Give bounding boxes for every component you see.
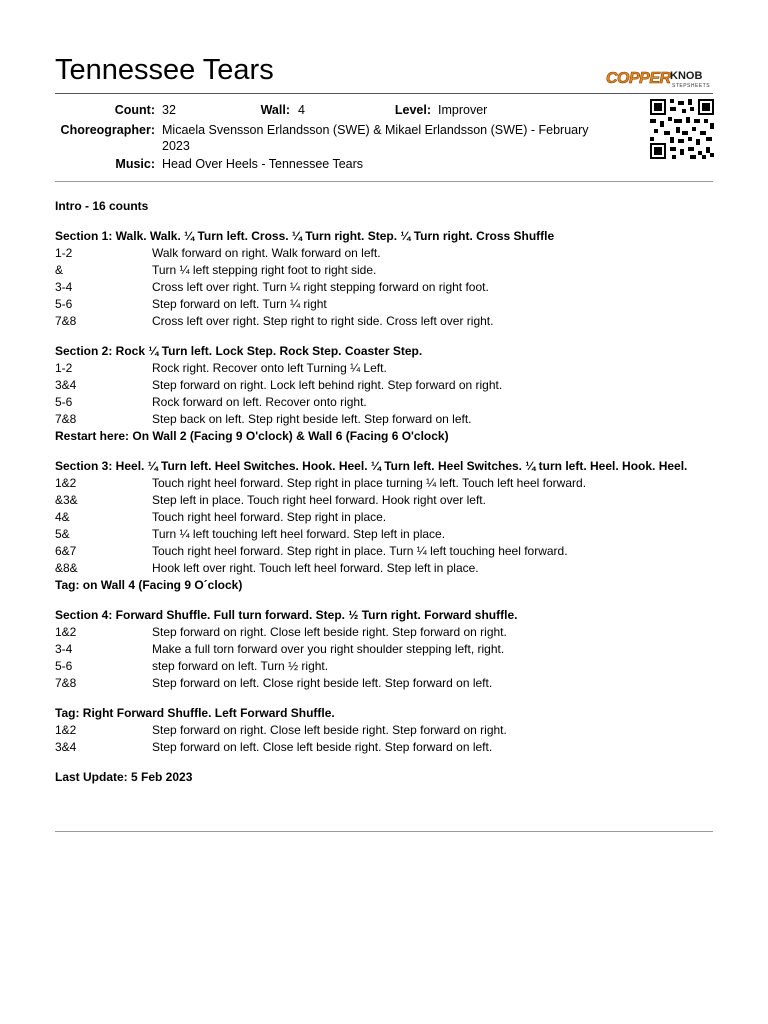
step-row <box>55 658 715 675</box>
step-count: 6&7 <box>55 544 77 558</box>
restart-note: Restart here: On Wall 2 (Facing 9 O'clock) & Wall 6 (Facing 6 O'clock) <box>55 429 449 443</box>
step-count: &8& <box>55 561 78 575</box>
level-value: Improver <box>438 103 488 117</box>
section-heading: Section 3: Heel. ¼ Turn left. Heel Switches. Hook. Heel. ¼ Turn left. Heel Switches. ¼ turn left. Heel. Hook. Heel. <box>55 459 688 473</box>
step-row <box>55 641 715 658</box>
logo-subtitle: STEPSHEETS <box>672 83 711 89</box>
step-sheet <box>55 198 715 786</box>
step-count: 5-6 <box>55 395 73 409</box>
step-text: Hook left over right. Touch left heel forward. Step left in place. <box>152 561 479 575</box>
step-text: Touch right heel forward. Step right in place. Turn ¼ left touching heel forward. <box>152 544 568 558</box>
step-row <box>55 279 715 296</box>
tag-note: Tag: on Wall 4 (Facing 9 O´clock) <box>55 578 243 592</box>
step-text: Rock forward on left. Recover onto right. <box>152 395 367 409</box>
step-text: Rock right. Recover onto left Turning ¼ Left. <box>152 361 387 375</box>
step-text: Step forward on left. Turn ¼ right <box>152 297 327 311</box>
wall-label: Wall: <box>260 103 290 117</box>
step-count: 1&2 <box>55 625 77 639</box>
step-count: 4& <box>55 510 70 524</box>
step-text: Touch right heel forward. Step right in place turning ¼ left. Touch left heel forward. <box>152 476 587 490</box>
section-heading: Section 4: Forward Shuffle. Full turn forward. Step. ½ Turn right. Forward shuffle. <box>55 608 518 622</box>
step-text: Cross left over right. Step right to right side. Cross left over right. <box>152 314 494 328</box>
step-text: Step left in place. Touch right heel forward. Hook right over left. <box>152 493 486 507</box>
step-row <box>55 475 715 492</box>
step-count: 7&8 <box>55 314 77 328</box>
step-text: Step back on left. Step right beside left. Step forward on left. <box>152 412 472 426</box>
wall-value: 4 <box>298 103 305 117</box>
step-row <box>55 394 715 411</box>
step-text: Touch right heel forward. Step right in place. <box>152 510 387 524</box>
step-count: 3&4 <box>55 378 77 392</box>
step-row <box>55 624 715 641</box>
step-row <box>55 377 715 394</box>
step-count: 5-6 <box>55 297 73 311</box>
step-row <box>55 675 715 692</box>
step-row <box>55 722 715 739</box>
step-row <box>55 509 715 526</box>
step-count: 7&8 <box>55 676 77 690</box>
step-row <box>55 245 715 262</box>
step-count: 1-2 <box>55 246 73 260</box>
section-heading: Tag: Right Forward Shuffle. Left Forward Shuffle. <box>55 706 335 720</box>
meta-divider <box>55 181 713 182</box>
choreographer-label: Choreographer: <box>60 123 155 137</box>
last-update: Last Update: 5 Feb 2023 <box>55 770 193 784</box>
count-value: 32 <box>162 103 176 117</box>
step-count: &3& <box>55 493 78 507</box>
step-row <box>55 560 715 577</box>
step-text: step forward on left. Turn ½ right. <box>152 659 329 673</box>
step-count: 1&2 <box>55 723 77 737</box>
header-divider <box>55 93 713 94</box>
step-row <box>55 411 715 428</box>
copperknob-logo <box>606 70 714 92</box>
step-count: 3-4 <box>55 642 73 656</box>
music-label: Music: <box>115 157 155 171</box>
page-title: Tennessee Tears <box>55 54 274 86</box>
choreographer-value-line2: 2023 <box>162 139 190 153</box>
step-text: Make a full torn forward over you right shoulder stepping left, right. <box>152 642 505 656</box>
intro-text: Intro - 16 counts <box>55 199 149 213</box>
section-heading: Section 2: Rock ¼ Turn left. Lock Step. Rock Step. Coaster Step. <box>55 344 423 358</box>
step-count: 1&2 <box>55 476 77 490</box>
step-row <box>55 543 715 560</box>
level-label: Level: <box>394 103 431 117</box>
step-count: 7&8 <box>55 412 77 426</box>
footer-divider <box>55 831 713 832</box>
qr-code-icon <box>650 99 714 159</box>
logo-wordmark: COPPER <box>606 70 671 87</box>
step-row <box>55 262 715 279</box>
step-text: Step forward on left. Close left beside right. Step forward on left. <box>152 740 493 754</box>
step-row <box>55 360 715 377</box>
logo-knob: KNOB <box>670 70 703 82</box>
step-count: 3-4 <box>55 280 73 294</box>
step-text: Step forward on left. Close right beside left. Step forward on left. <box>152 676 493 690</box>
step-row <box>55 739 715 756</box>
step-row <box>55 313 715 330</box>
step-count: 5-6 <box>55 659 73 673</box>
count-label: Count: <box>114 103 155 117</box>
section-heading: Section 1: Walk. Walk. ¼ Turn left. Cross. ¼ Turn right. Step. ¼ Turn right. Cross Shuffle <box>55 229 555 243</box>
step-text: Step forward on right. Close left beside right. Step forward on right. <box>152 723 507 737</box>
step-text: Step forward on right. Close left beside right. Step forward on right. <box>152 625 507 639</box>
step-row <box>55 492 715 509</box>
step-row <box>55 296 715 313</box>
step-text: Turn ¼ left touching left heel forward. Step left in place. <box>152 527 446 541</box>
step-text: Step forward on right. Lock left behind right. Step forward on right. <box>152 378 503 392</box>
step-count: 1-2 <box>55 361 73 375</box>
step-text: Walk forward on right. Walk forward on left. <box>152 246 381 260</box>
music-value: Head Over Heels - Tennessee Tears <box>162 157 364 171</box>
step-row <box>55 526 715 543</box>
step-count: & <box>55 263 64 277</box>
step-text: Turn ¼ left stepping right foot to right side. <box>152 263 377 277</box>
step-count: 5& <box>55 527 70 541</box>
step-text: Cross left over right. Turn ¼ right stepping forward on right foot. <box>152 280 489 294</box>
choreographer-value-line1: Micaela Svensson Erlandsson (SWE) & Mikael Erlandsson (SWE) - February <box>162 123 589 137</box>
step-count: 3&4 <box>55 740 77 754</box>
